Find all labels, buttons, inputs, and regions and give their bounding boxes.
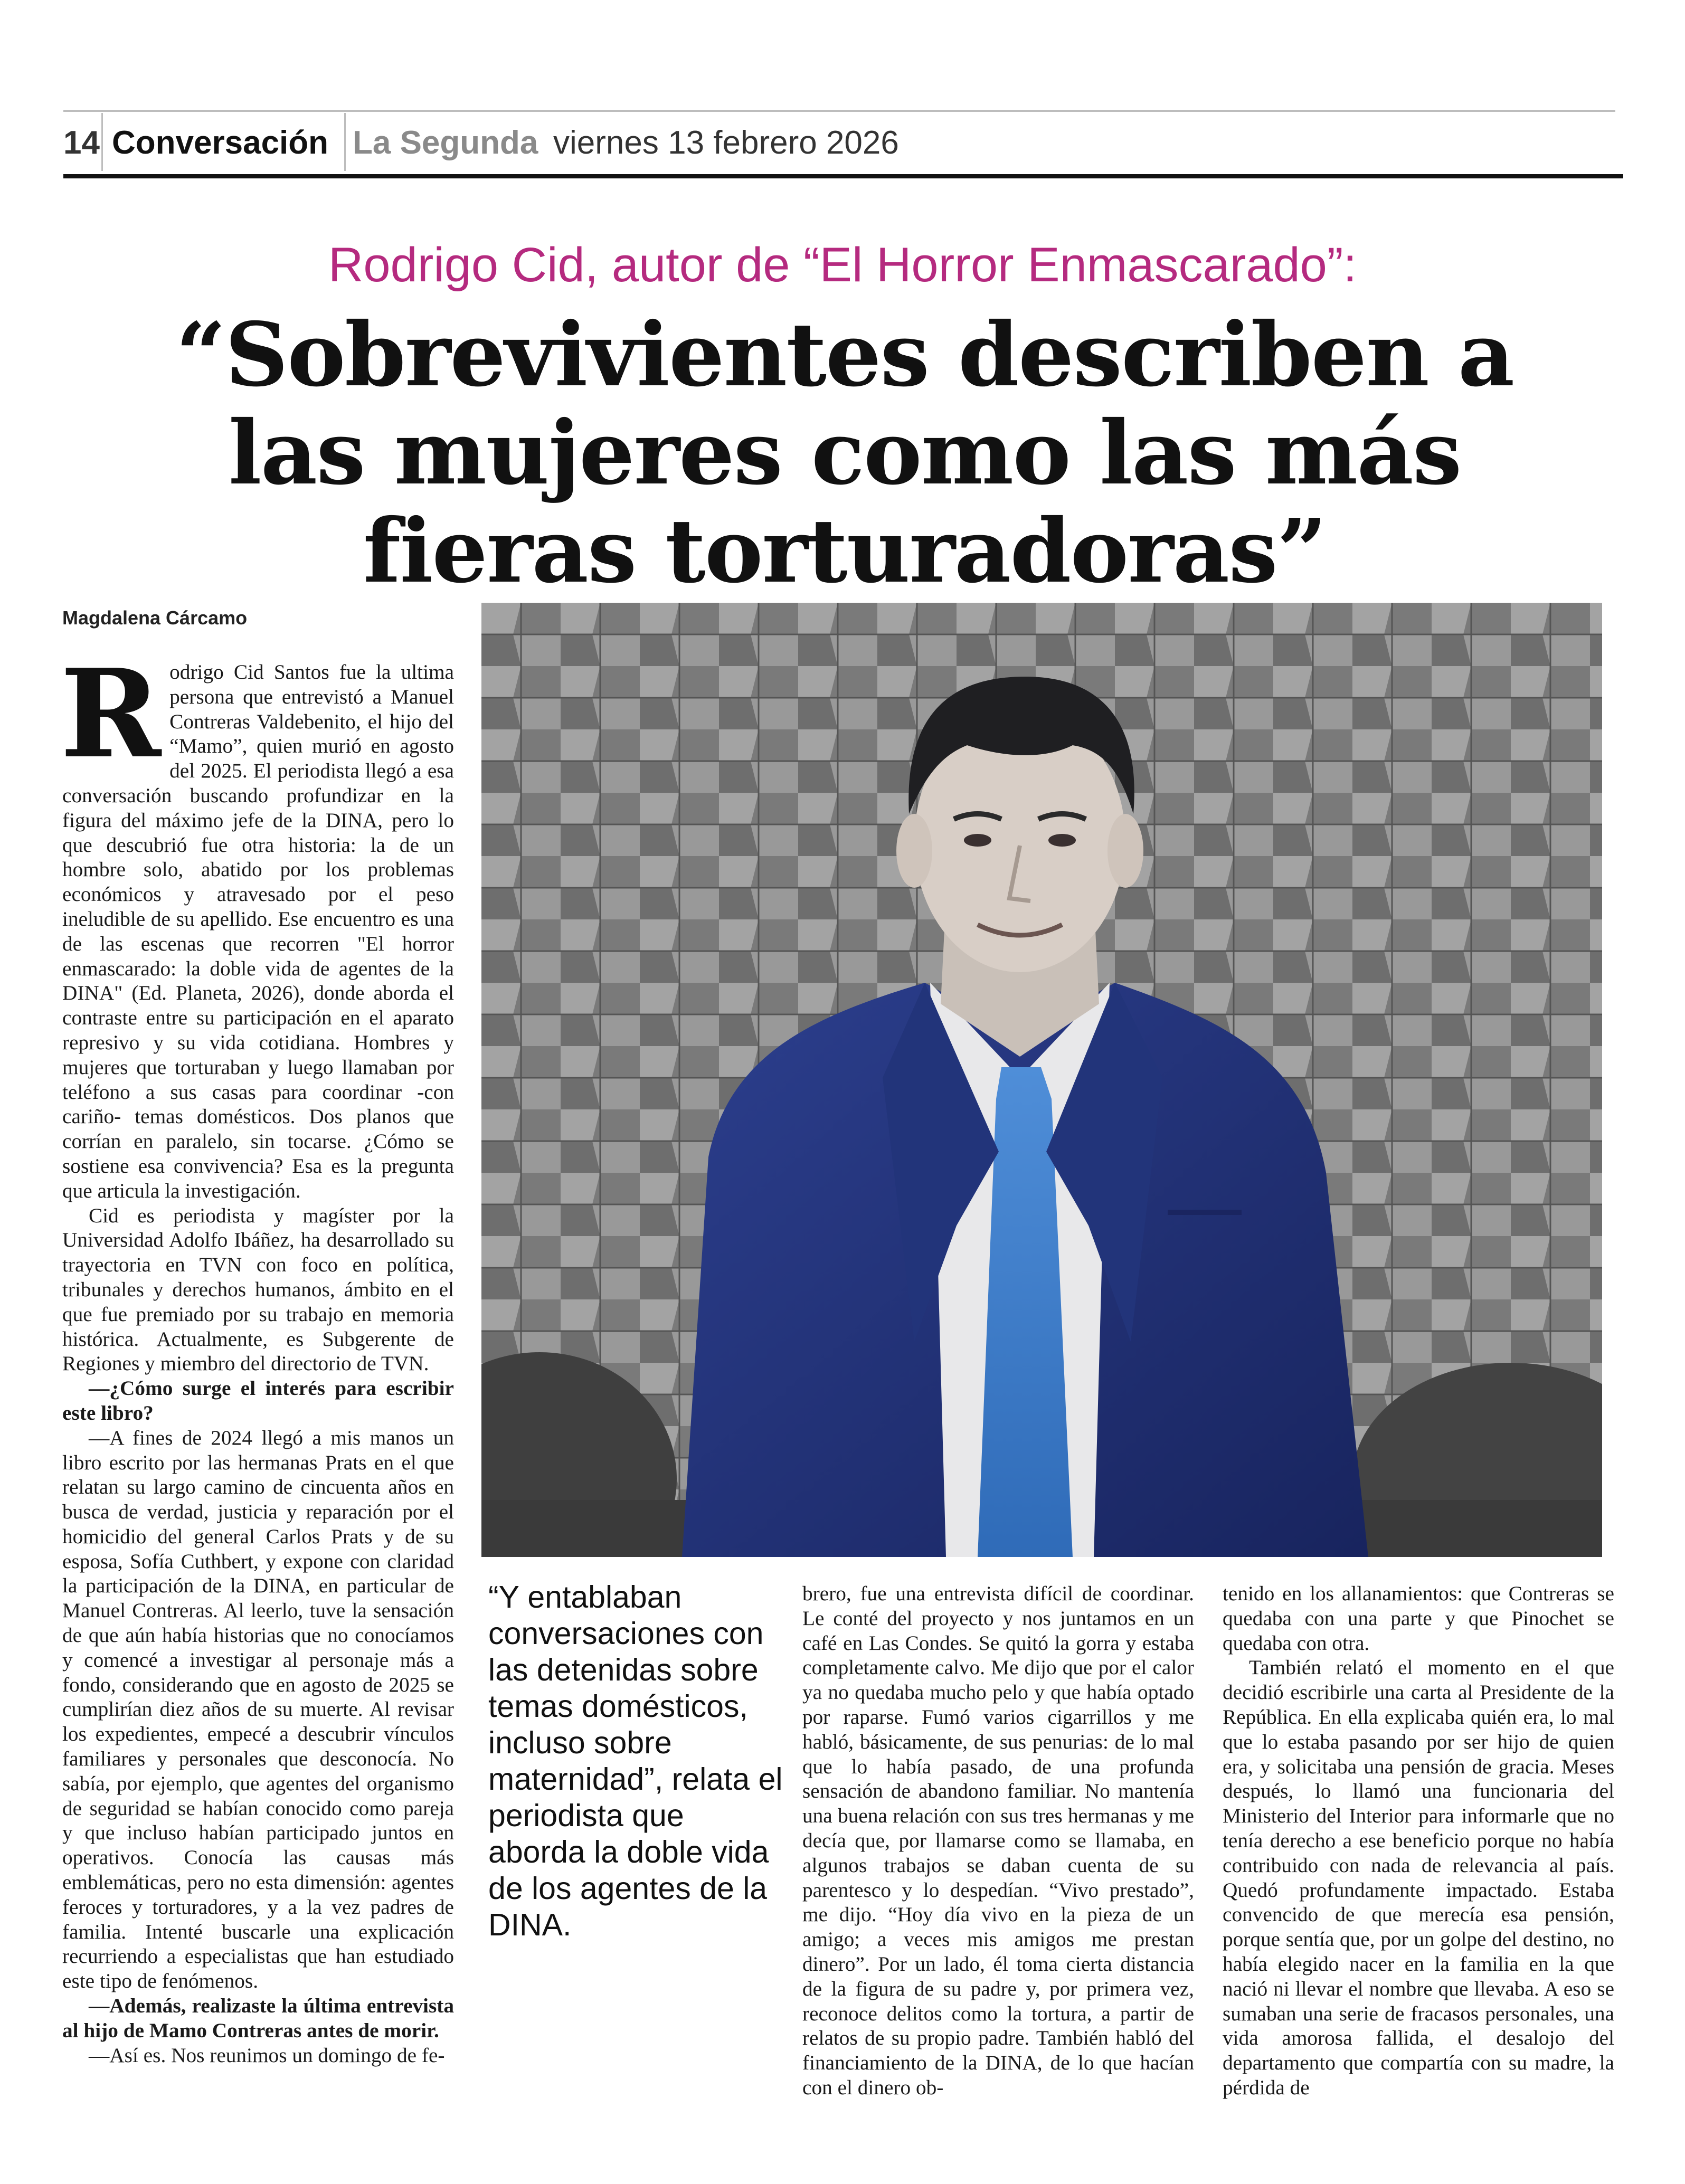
article-byline: Magdalena Cárcamo	[62, 607, 248, 629]
interview-question: —Además, realizaste la última entrevista al hijo de Mamo Contreras antes de morir.	[62, 1994, 454, 2042]
body-paragraph: Cid es periodista y magíster por la Universidad Adolfo Ibáñez, ha desarrollado su trayectoria en TVN con foco en política, tribunales y derechos humanos, ámbito en el que fue premiado por su trabajo en memoria histórica. Actualmente, es Subgerente de Regiones y miembro del directorio de TVN.	[62, 1203, 454, 1375]
article-kicker: Rodrigo Cid, autor de “El Horror Enmascarado”:	[328, 238, 1357, 292]
interview-answer: —A fines de 2024 llegó a mis manos un libro escrito por las hermanas Prats en el que relatan su largo camino de cincuenta años en busca de verdad, justicia y reparación por el homicidio del general Carlos Prats y de su esposa, Sofía Cuthbert, y expone con claridad la participación de la DINA, en particular de Manuel Contreras. Al leerlo, tuve la sensación de que aún había historias que no conocíamos y comencé a investigar al personaje más a fondo, considerando que en agosto de 2025 se cumplirían diez años de su muerte. Al revisar los expedientes, empecé a descubrir vínculos familiares y personales que desconocía. No sabía, por ejemplo, que agentes del organismo de seguridad se habían conocido como pareja y que incluso habían participado juntos en operativos. Conocía las causas más emblemáticas, pero no esta dimensión: agentes feroces y torturadores, y a la vez padres de familia. Intenté buscarle una explicación recurriendo a especialistas que han estudiado este tipo de fenómenos.	[62, 1426, 454, 1993]
body-column-3	[802, 1581, 1194, 2100]
pull-quote: “Y entablaban conversaciones con las detenidas sobre temas domésticos, incluso sobre maternidad”, relata el periodista que aborda la doble vida de los agentes de la DINA.	[488, 1580, 783, 1942]
drop-cap: R	[60, 643, 162, 785]
portrait-photo	[481, 603, 1602, 1557]
interview-question: —¿Cómo surge el interés para escribir este libro?	[62, 1376, 454, 1425]
header-divider	[344, 113, 346, 171]
section-name: Conversación	[112, 124, 329, 161]
header-bottom-rule	[63, 174, 1623, 178]
interview-answer-continued: brero, fue una entrevista difícil de coordinar. Le conté del proyecto y nos juntamos en un café en Las Condes. Se quitó la gorra y estaba completamente calvo. Me dijo que por el calor ya no quedaba mucho pelo y que había optado por raparse. Fumó varios cigarrillos y me habló, básicamente, de sus penurias: de lo mal que lo había pasado, de una profunda sensación de abandono familiar. No mantenía una buena relación con sus tres hermanas y me decía que, por llamarse como se llamaba, en algunos trabajos se daban cuenta de su parentesco y lo despedían. “Vivo prestado”, me dijo. “Hoy día vivo en la pieza de un amigo; a veces mis amigos me prestan dinero”. Por un lado, él toma cierta distancia de la figura de su padre y, por primera vez, reconoce delitos como la tortura, a partir de relatos de su propio padre. También habló del financiamiento de la DINA, de lo que hacían con el dinero ob-	[802, 1582, 1194, 2099]
interview-answer: —Así es. Nos reunimos un domingo de fe-	[89, 2043, 445, 2067]
body-paragraph: tenido en los allanamientos: que Contreras se quedaba con una parte y que Pinochet se quedaba con otra.	[1223, 1582, 1614, 1655]
header-divider	[101, 113, 103, 171]
page-number: 14	[63, 124, 100, 161]
header-top-rule	[63, 110, 1615, 112]
article-headline: “Sobrevivientes describen a las mujeres como las más fieras torturadoras”	[175, 303, 1514, 603]
body-column-1	[60, 643, 454, 2067]
body-paragraph: También relató el momento en el que decidió escribirle una carta al Presidente de la República. En ella explicaba quién era, lo mal que lo estaba pasando por ser hijo de quien era, y solicitaba una pensión de gracia. Meses después, lo llamó una funcionaria del Ministerio del Interior para informarle que no tenía derecho a ese beneficio porque no había contribuido con nada de relevancia al país. Quedó profundamente impactado. Estaba convencido de que merecía esa pensión, porque sentía que, por un golpe del destino, no había elegido nacer en la familia en la que nació ni llevar el nombre que llevaba. A eso se sumaban una serie de fracasos personales, una vida amorosa fallida, el desalojo del departamento que compartía con su madre, la pérdida de	[1223, 1656, 1614, 2099]
publication-name: La Segunda	[353, 124, 538, 161]
issue-date: viernes 13 febrero 2026	[553, 124, 899, 161]
body-column-4	[1223, 1581, 1614, 2100]
lead-paragraph: Rodrigo Cid Santos fue la ultima persona que entrevistó a Manuel Contreras Valdebenito, el hijo del “Mamo”, quien murió en agosto del 2025. El periodista llegó a esa conversación buscando profundizar en la figura del máximo jefe de la DINA, pero lo que descubrió fue otra historia: la de un hombre solo, abatido por los problemas económicos y atravesado por el peso ineludible de su apellido. Ese encuentro es una de las escenas que recorren "El horror enmascarado: la doble vida de agentes de la DINA" (Ed. Planeta, 2026), donde aborda el contraste entre su participación en el aparato represivo y su vida cotidiana. Hombres y mujeres que torturaban y luego llamaban por teléfono a sus casas para coordinar -con cariño- temas domésticos. Dos planos que corrían en paralelo, sin tocarse. ¿Cómo se sostiene esa convivencia? Esa es la pregunta que articula la investigación.	[60, 643, 454, 1202]
